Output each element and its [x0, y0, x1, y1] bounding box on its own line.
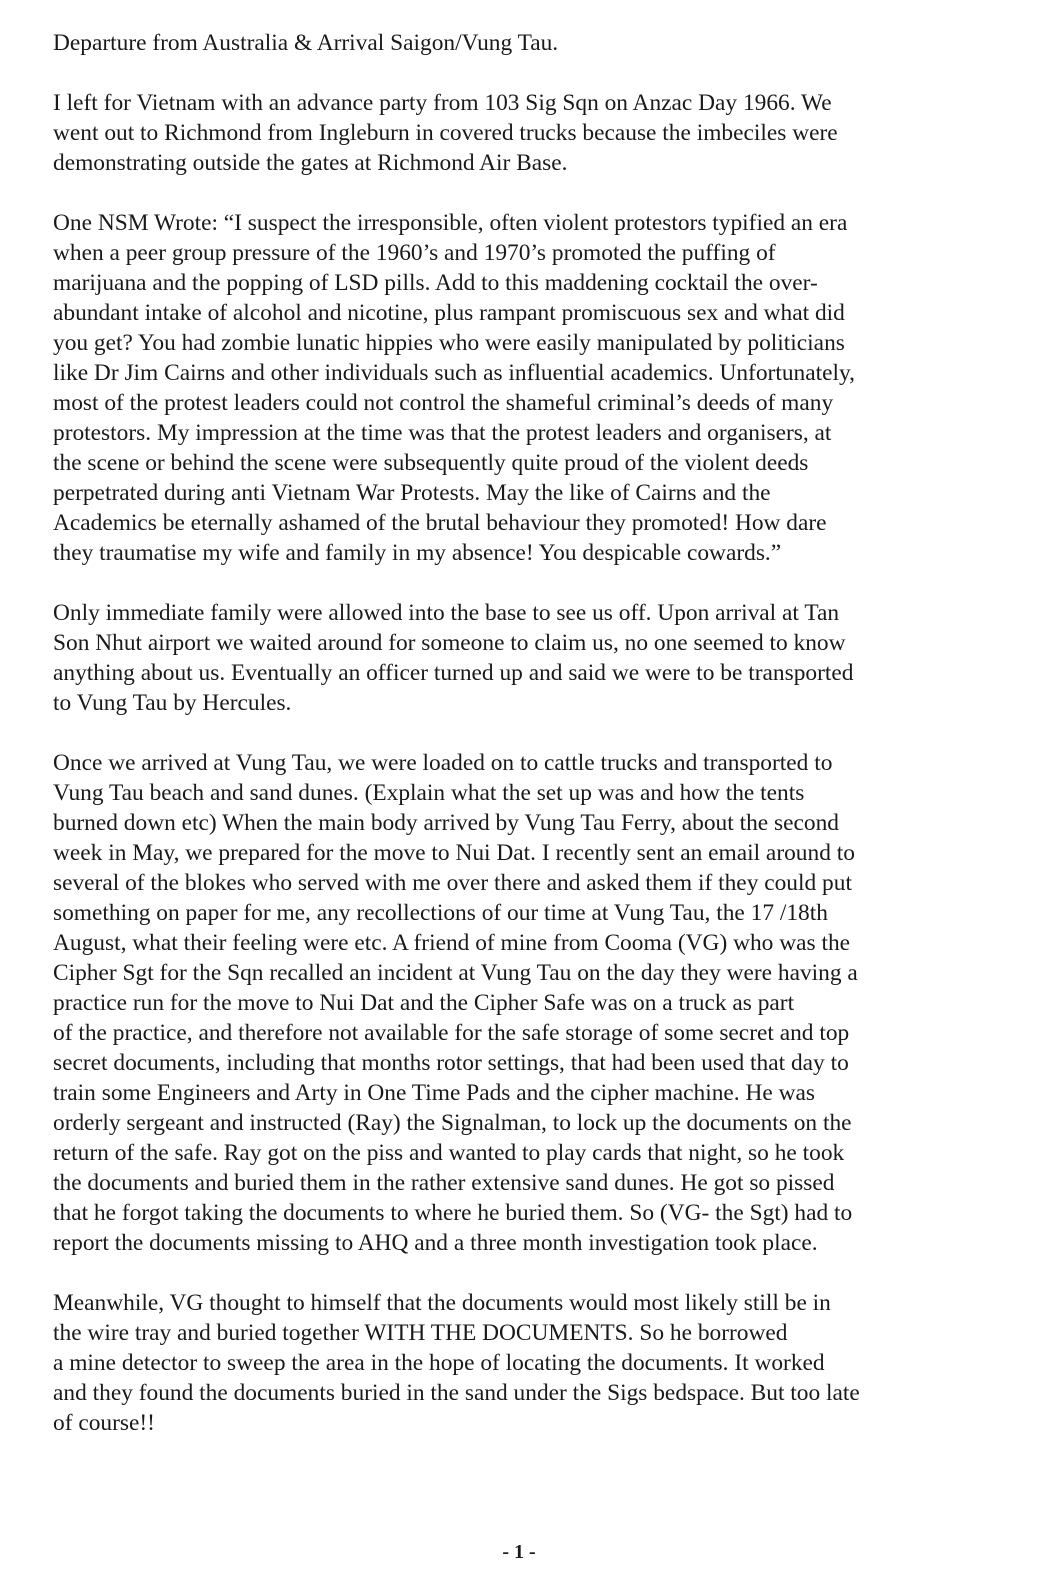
- page-number: - 1 -: [502, 1541, 536, 1563]
- paragraph-line: anything about us. Eventually an officer turned up and said we were to be transported: [53, 660, 854, 686]
- paragraph-line: burned down etc) When the main body arrived by Vung Tau Ferry, about the second: [53, 810, 839, 836]
- paragraph-line: orderly sergeant and instructed (Ray) the Signalman, to lock up the documents on the: [53, 1110, 852, 1136]
- paragraph-line: the scene or behind the scene were subsequently quite proud of the violent deeds: [53, 450, 809, 476]
- title-text: Departure from Australia & Arrival Saigon/Vung Tau.: [53, 30, 559, 56]
- paragraph-line: return of the safe. Ray got on the piss and wanted to play cards that night, so he took: [53, 1140, 845, 1166]
- paragraph-line: Meanwhile, VG thought to himself that the documents would most likely still be in: [53, 1290, 831, 1316]
- paragraph: [53, 1288, 983, 1438]
- paragraph-line: the wire tray and buried together WITH THE DOCUMENTS. So he borrowed: [53, 1320, 788, 1346]
- paragraph-line: One NSM Wrote: “I suspect the irresponsible, often violent protestors typified an era: [53, 210, 848, 236]
- paragraph-line: and they found the documents buried in the sand under the Sigs bedspace. But too late: [53, 1380, 860, 1406]
- paragraph-line: marijuana and the popping of LSD pills. Add to this maddening cocktail the over-: [53, 270, 818, 296]
- paragraph-line: went out to Richmond from Ingleburn in covered trucks because the imbeciles were: [53, 120, 838, 146]
- paragraph-line: abundant intake of alcohol and nicotine, plus rampant promiscuous sex and what did: [53, 300, 845, 326]
- paragraph-line: Academics be eternally ashamed of the brutal behaviour they promoted! How dare: [53, 510, 827, 536]
- paragraph-line: you get? You had zombie lunatic hippies who were easily manipulated by politicians: [53, 330, 845, 356]
- paragraph-line: Cipher Sgt for the Sqn recalled an incident at Vung Tau on the day they were having a: [53, 960, 858, 986]
- paragraph-line: secret documents, including that months rotor settings, that had been used that day to: [53, 1050, 849, 1076]
- paragraph-line: of the practice, and therefore not available for the safe storage of some secret and top: [53, 1020, 850, 1046]
- paragraph-line: like Dr Jim Cairns and other individuals such as influential academics. Unfortunately,: [53, 360, 856, 386]
- paragraph-line: that he forgot taking the documents to where he buried them. So (VG- the Sgt) had to: [53, 1200, 853, 1226]
- paragraph-line: perpetrated during anti Vietnam War Protests. May the like of Cairns and the: [53, 480, 771, 506]
- paragraph-line: Once we arrived at Vung Tau, we were loaded on to cattle trucks and transported to: [53, 750, 833, 776]
- paragraph: [53, 208, 983, 568]
- paragraph-line: most of the protest leaders could not control the shameful criminal’s deeds of many: [53, 390, 834, 416]
- paragraph-line: Vung Tau beach and sand dunes. (Explain what the set up was and how the tents: [53, 780, 805, 806]
- paragraph-line: several of the blokes who served with me over there and asked them if they could put: [53, 870, 852, 896]
- paragraph-line: a mine detector to sweep the area in the hope of locating the documents. It worked: [53, 1350, 825, 1376]
- paragraph-line: something on paper for me, any recollections of our time at Vung Tau, the 17 /18th: [53, 900, 828, 926]
- paragraph-line: Only immediate family were allowed into the base to see us off. Upon arrival at Tan: [53, 600, 840, 626]
- paragraph-line: the documents and buried them in the rather extensive sand dunes. He got so pissed: [53, 1170, 835, 1196]
- paragraph-line: to Vung Tau by Hercules.: [53, 690, 292, 716]
- paragraph: [53, 598, 983, 718]
- document-body: [53, 28, 983, 1468]
- paragraph-line: they traumatise my wife and family in my absence! You despicable cowards.”: [53, 540, 782, 566]
- paragraph-line: Son Nhut airport we waited around for someone to claim us, no one seemed to know: [53, 630, 846, 656]
- paragraph-line: I left for Vietnam with an advance party from 103 Sig Sqn on Anzac Day 1966. We: [53, 90, 832, 116]
- paragraph-line: when a peer group pressure of the 1960’s and 1970’s promoted the puffing of: [53, 240, 776, 266]
- paragraph-line: demonstrating outside the gates at Richmond Air Base.: [53, 150, 568, 176]
- paragraph-line: train some Engineers and Arty in One Time Pads and the cipher machine. He was: [53, 1080, 815, 1106]
- paragraph: [53, 88, 983, 178]
- paragraph-line: week in May, we prepared for the move to Nui Dat. I recently sent an email around to: [53, 840, 855, 866]
- paragraph-line: report the documents missing to AHQ and a three month investigation took place.: [53, 1230, 818, 1256]
- paragraph-list: [53, 88, 983, 1438]
- paragraph-line: protestors. My impression at the time was that the protest leaders and organisers, at: [53, 420, 832, 446]
- paragraph-line: practice run for the move to Nui Dat and the Cipher Safe was on a truck as part: [53, 990, 795, 1016]
- paragraph-line: August, what their feeling were etc. A friend of mine from Cooma (VG) who was the: [53, 930, 851, 956]
- paragraph: [53, 748, 983, 1258]
- paragraph-line: of course!!: [53, 1410, 155, 1436]
- document-title: [53, 28, 983, 58]
